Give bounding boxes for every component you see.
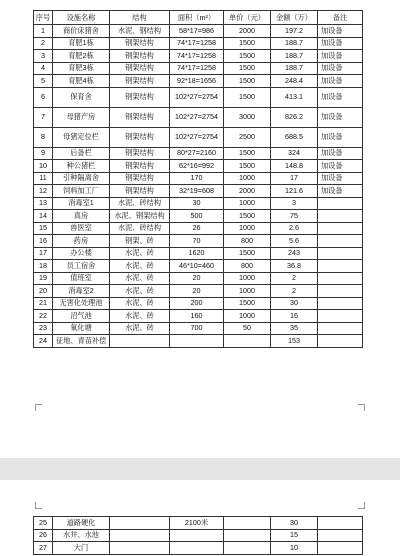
cell-name: 保育舍 [53, 87, 110, 107]
table-row [34, 37, 363, 50]
cell-note: 加设备 [318, 127, 363, 147]
table-row [34, 222, 363, 235]
cell-area: 30 [170, 197, 224, 210]
cell-price: 1500 [224, 87, 271, 107]
cell-structure: 钢架结构 [110, 87, 170, 107]
table-row [34, 322, 363, 335]
cell-no: 7 [34, 107, 53, 127]
cell-name: 值班室 [53, 272, 110, 285]
cell-area: 102*27=2754 [170, 127, 224, 147]
table-row [34, 260, 363, 273]
table-row [34, 50, 363, 63]
cell-note [318, 210, 363, 223]
cell-no: 14 [34, 210, 53, 223]
cell-price: 50 [224, 322, 271, 335]
cell-area: 74*17=1258 [170, 62, 224, 75]
cell-area: 58*17=986 [170, 25, 224, 38]
cell-amount: 148.8 [271, 160, 318, 173]
table-row [34, 160, 363, 173]
cell-note: 加设备 [318, 87, 363, 107]
cell-name: 药房 [53, 235, 110, 248]
cell-note: 加设备 [318, 50, 363, 63]
table-row [34, 542, 363, 555]
cell-structure: 水泥、砖结构 [110, 197, 170, 210]
cell-note: 加设备 [318, 37, 363, 50]
cell-no: 9 [34, 147, 53, 160]
cell-price: 1500 [224, 247, 271, 260]
cell-note [318, 517, 363, 530]
cell-note [318, 235, 363, 248]
cell-note: 加设备 [318, 185, 363, 198]
cell-amount: 688.5 [271, 127, 318, 147]
cell-no: 23 [34, 322, 53, 335]
cell-name: 办公楼 [53, 247, 110, 260]
cell-price: 1500 [224, 147, 271, 160]
cell-area: 102*27=2754 [170, 107, 224, 127]
cell-structure: 钢架结构 [110, 62, 170, 75]
cell-amount: 75 [271, 210, 318, 223]
cell-area: 500 [170, 210, 224, 223]
header-name: 设施名称 [53, 11, 110, 25]
cell-note: 加设备 [318, 160, 363, 173]
cell-no: 1 [34, 25, 53, 38]
cell-price: 2000 [224, 25, 271, 38]
cell-price: 1500 [224, 62, 271, 75]
cell-name: 母猪定位栏 [53, 127, 110, 147]
cell-name: 道路硬化 [53, 517, 110, 530]
cell-price: 1500 [224, 297, 271, 310]
cell-amount: 243 [271, 247, 318, 260]
cell-name: 母猪产房 [53, 107, 110, 127]
cell-note [318, 260, 363, 273]
cell-price: 1500 [224, 160, 271, 173]
cell-amount: 36.8 [271, 260, 318, 273]
cell-area: 92*18=1656 [170, 75, 224, 88]
cell-note: 加设备 [318, 62, 363, 75]
cell-structure: 水泥、砖 [110, 285, 170, 298]
facility-cost-table-continued [33, 516, 363, 555]
cell-area: 20 [170, 285, 224, 298]
facility-cost-table [33, 10, 363, 348]
cell-no: 15 [34, 222, 53, 235]
cell-structure: 水泥、砖 [110, 260, 170, 273]
cell-price: 2500 [224, 127, 271, 147]
cell-price: 1000 [224, 285, 271, 298]
cell-structure: 钢架结构 [110, 37, 170, 50]
header-area: 面积（m²） [170, 11, 224, 25]
cell-price [224, 529, 271, 542]
cell-structure: 钢架结构 [110, 147, 170, 160]
page-corner-mark [358, 404, 365, 411]
cell-note: 加设备 [318, 147, 363, 160]
cell-area: 700 [170, 322, 224, 335]
cell-structure: 水泥、砖 [110, 297, 170, 310]
cell-note: 加设备 [318, 25, 363, 38]
cell-price: 800 [224, 260, 271, 273]
cell-note [318, 222, 363, 235]
cell-no: 4 [34, 62, 53, 75]
cell-amount: 2.6 [271, 222, 318, 235]
cell-price: 1500 [224, 75, 271, 88]
cell-structure: 水泥、砖结构 [110, 222, 170, 235]
cell-no: 11 [34, 172, 53, 185]
cell-amount: 3 [271, 197, 318, 210]
cell-structure: 水泥、砖 [110, 322, 170, 335]
cell-no: 2 [34, 37, 53, 50]
cell-area: 2100米 [170, 517, 224, 530]
cell-note [318, 285, 363, 298]
cell-note: 加设备 [318, 172, 363, 185]
cell-area: 26 [170, 222, 224, 235]
cell-amount: 153 [271, 335, 318, 348]
cell-amount: 248.4 [271, 75, 318, 88]
cell-no: 18 [34, 260, 53, 273]
cell-area: 70 [170, 235, 224, 248]
table-row [34, 335, 363, 348]
header-no: 序号 [34, 11, 53, 25]
cell-amount: 16 [271, 310, 318, 323]
cell-area: 62*16=992 [170, 160, 224, 173]
table-row [34, 210, 363, 223]
cell-price [224, 517, 271, 530]
table-row [34, 147, 363, 160]
cell-amount: 826.2 [271, 107, 318, 127]
cell-structure: 钢架结构 [110, 127, 170, 147]
cell-no: 19 [34, 272, 53, 285]
cell-amount: 121.6 [271, 185, 318, 198]
cell-name: 真房 [53, 210, 110, 223]
cell-area: 80*27=2160 [170, 147, 224, 160]
header-structure: 结构 [110, 11, 170, 25]
cell-amount: 188.7 [271, 37, 318, 50]
table-row [34, 172, 363, 185]
cell-name: 无害化处理池 [53, 297, 110, 310]
table-row [34, 25, 363, 38]
table-row [34, 272, 363, 285]
cell-structure: 水泥、砖 [110, 272, 170, 285]
cell-price: 800 [224, 235, 271, 248]
cell-area [170, 529, 224, 542]
cell-price: 1500 [224, 50, 271, 63]
cell-structure: 水泥、砖 [110, 247, 170, 260]
cell-no: 26 [34, 529, 53, 542]
cell-no: 3 [34, 50, 53, 63]
cell-note [318, 335, 363, 348]
table-row [34, 107, 363, 127]
cell-amount: 188.7 [271, 50, 318, 63]
table-row [34, 285, 363, 298]
cell-area: 74*17=1258 [170, 37, 224, 50]
cell-name: 育肥2栋 [53, 50, 110, 63]
cell-name: 兽医室 [53, 222, 110, 235]
cell-price: 1000 [224, 272, 271, 285]
table-row [34, 529, 363, 542]
cell-area: 200 [170, 297, 224, 310]
cell-structure: 钢架结构 [110, 160, 170, 173]
cell-structure: 钢架结构 [110, 107, 170, 127]
cell-name: 后备栏 [53, 147, 110, 160]
cell-no: 13 [34, 197, 53, 210]
cell-amount: 197.2 [271, 25, 318, 38]
cell-amount: 15 [271, 529, 318, 542]
cell-price: 1500 [224, 210, 271, 223]
page-gap [0, 458, 400, 480]
cell-name: 育肥4栋 [53, 75, 110, 88]
cell-price: 1000 [224, 310, 271, 323]
cell-no: 8 [34, 127, 53, 147]
cell-note [318, 529, 363, 542]
cell-name: 育肥3栋 [53, 62, 110, 75]
cell-name: 引种隔离舍 [53, 172, 110, 185]
table-row [34, 75, 363, 88]
cell-name: 育肥1栋 [53, 37, 110, 50]
cell-price: 2000 [224, 185, 271, 198]
table-row [34, 185, 363, 198]
header-note: 备注 [318, 11, 363, 25]
cell-amount: 188.7 [271, 62, 318, 75]
cell-name: 商价床猪舍 [53, 25, 110, 38]
cell-structure: 钢架结构 [110, 75, 170, 88]
cell-price [224, 542, 271, 555]
cell-structure: 钢架结构 [110, 50, 170, 63]
cell-no: 20 [34, 285, 53, 298]
cell-structure [110, 335, 170, 348]
cell-name: 沼气池 [53, 310, 110, 323]
page-corner-mark [358, 502, 365, 509]
page-corner-mark [35, 404, 42, 411]
table-row [34, 62, 363, 75]
cell-amount: 30 [271, 517, 318, 530]
table-row [34, 197, 363, 210]
header-price: 单价（元） [224, 11, 271, 25]
cell-structure: 钢架结构 [110, 172, 170, 185]
cell-no: 21 [34, 297, 53, 310]
cell-amount: 17 [271, 172, 318, 185]
cell-area: 1620 [170, 247, 224, 260]
cell-price: 3000 [224, 107, 271, 127]
cell-area: 74*17=1258 [170, 50, 224, 63]
cell-price: 1500 [224, 37, 271, 50]
cell-area [170, 335, 224, 348]
header-amount: 金额（万） [271, 11, 318, 25]
cell-no: 5 [34, 75, 53, 88]
cell-name: 员工宿舍 [53, 260, 110, 273]
cell-note: 加设备 [318, 75, 363, 88]
document-page-2 [0, 480, 400, 556]
cell-name: 大门 [53, 542, 110, 555]
cell-no: 22 [34, 310, 53, 323]
cell-area: 46*10=460 [170, 260, 224, 273]
cell-price [224, 335, 271, 348]
cell-name: 种公猪栏 [53, 160, 110, 173]
cell-name: 水井、水池 [53, 529, 110, 542]
table-row [34, 235, 363, 248]
cell-structure: 钢架结构 [110, 185, 170, 198]
cell-structure: 水泥、钢架结构 [110, 210, 170, 223]
cell-amount: 324 [271, 147, 318, 160]
cell-price: 1000 [224, 222, 271, 235]
cell-area: 20 [170, 272, 224, 285]
cell-no: 17 [34, 247, 53, 260]
cell-note [318, 297, 363, 310]
cell-structure [110, 542, 170, 555]
cell-area: 32*19=608 [170, 185, 224, 198]
cell-note: 加设备 [318, 107, 363, 127]
cell-note [318, 247, 363, 260]
cell-no: 16 [34, 235, 53, 248]
cell-structure [110, 529, 170, 542]
cell-amount: 2 [271, 285, 318, 298]
cell-note [318, 272, 363, 285]
cell-structure: 钢架、砖 [110, 235, 170, 248]
cell-area [170, 542, 224, 555]
cell-no: 6 [34, 87, 53, 107]
cell-name: 氧化塘 [53, 322, 110, 335]
cell-structure: 水泥、砖 [110, 310, 170, 323]
cell-amount: 413.1 [271, 87, 318, 107]
cell-name: 征地、青苗补偿 [53, 335, 110, 348]
cell-area: 102*27=2754 [170, 87, 224, 107]
table-row [34, 297, 363, 310]
cell-no: 12 [34, 185, 53, 198]
cell-name: 消毒室2 [53, 285, 110, 298]
page-corner-mark [35, 502, 42, 509]
cell-area: 160 [170, 310, 224, 323]
cell-amount: 5.6 [271, 235, 318, 248]
cell-note [318, 322, 363, 335]
cell-structure: 水泥、钢结构 [110, 25, 170, 38]
cell-note [318, 310, 363, 323]
cell-no: 10 [34, 160, 53, 173]
table-row [34, 87, 363, 107]
cell-area: 170 [170, 172, 224, 185]
cell-no: 25 [34, 517, 53, 530]
table-row [34, 517, 363, 530]
cell-amount: 30 [271, 297, 318, 310]
cell-note [318, 197, 363, 210]
cell-no: 24 [34, 335, 53, 348]
cell-price: 1000 [224, 172, 271, 185]
cell-amount: 2 [271, 272, 318, 285]
cell-price: 1000 [224, 197, 271, 210]
table-row [34, 247, 363, 260]
cell-name: 饲料加工厂 [53, 185, 110, 198]
cell-name: 消毒室1 [53, 197, 110, 210]
cell-note [318, 542, 363, 555]
cell-no: 27 [34, 542, 53, 555]
cell-amount: 10 [271, 542, 318, 555]
cell-amount: 35 [271, 322, 318, 335]
cell-structure [110, 517, 170, 530]
table-row [34, 127, 363, 147]
table-header-row [34, 11, 363, 25]
table-row [34, 310, 363, 323]
